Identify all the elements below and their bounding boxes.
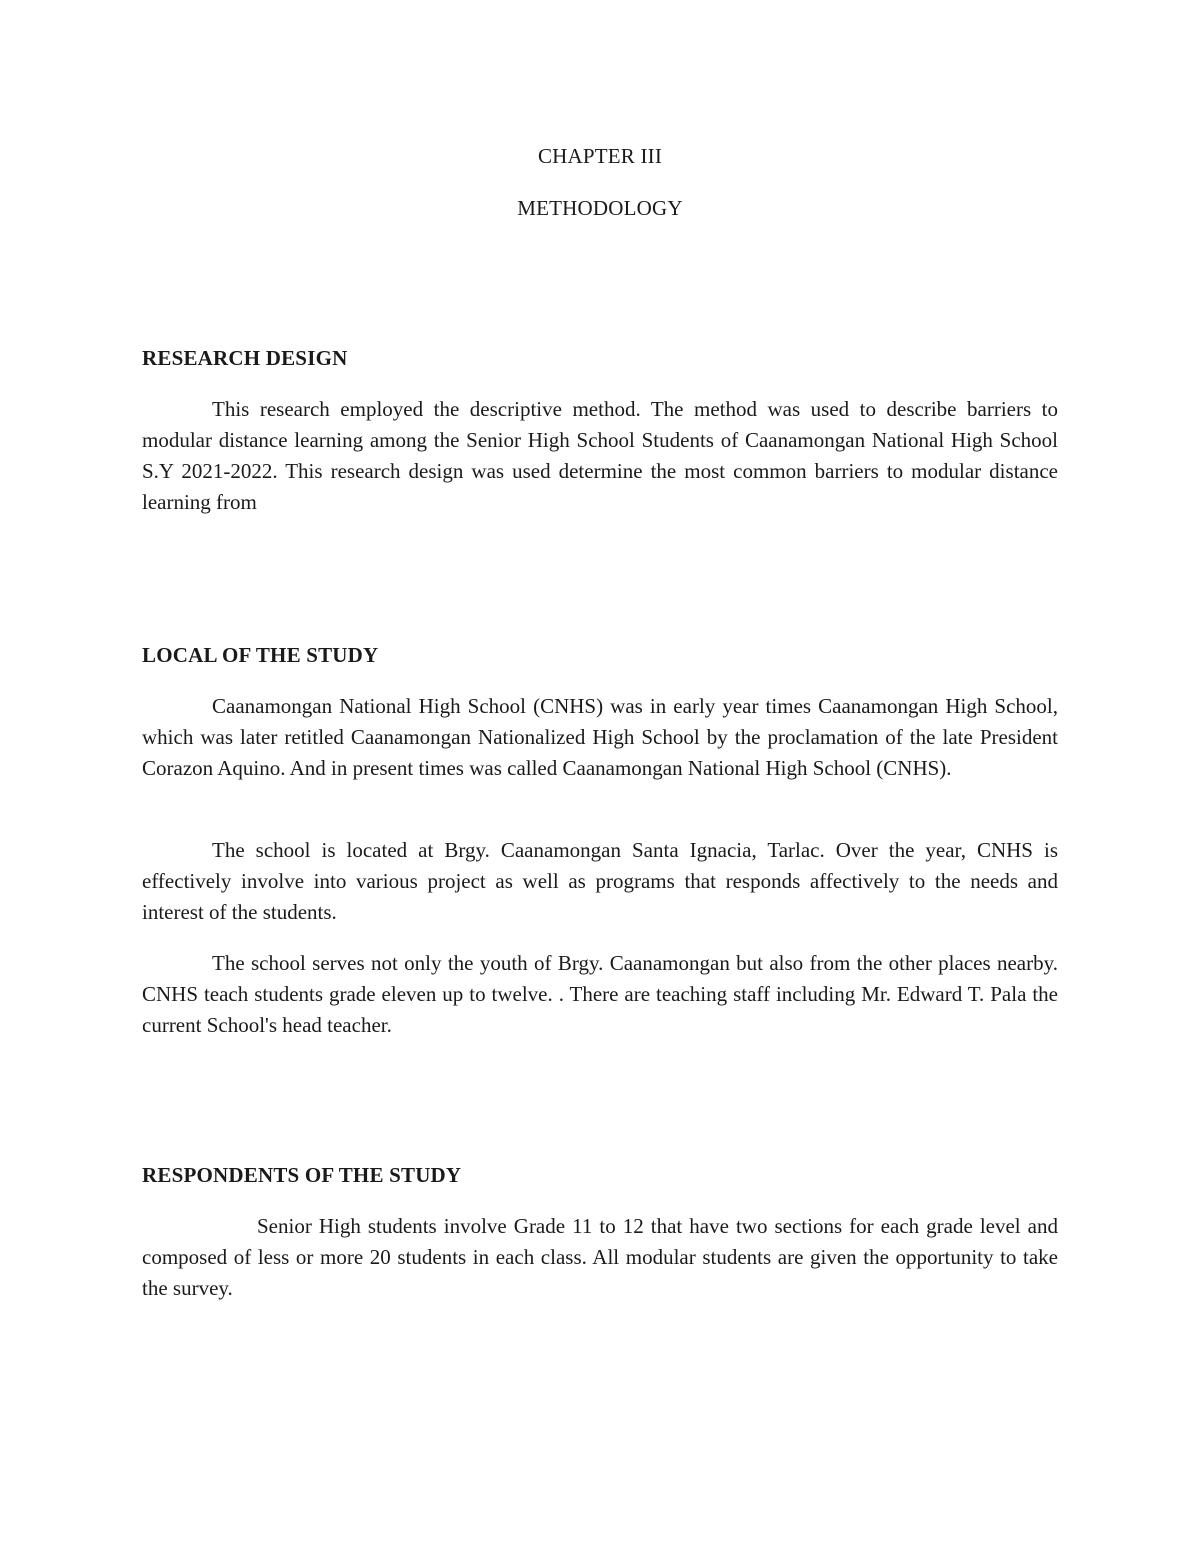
section-heading-respondents: RESPONDENTS OF THE STUDY — [142, 1163, 462, 1187]
section-heading-research-design: RESEARCH DESIGN — [142, 346, 348, 370]
paragraph-local-location: The school is located at Brgy. Caanamongan Santa Ignacia, Tarlac. Over the year, CNHS is effectively involve into various project as well as programs that responds affectively to the needs and interest of the students. — [142, 838, 1058, 924]
section-heading-local-of-study: LOCAL OF THE STUDY — [142, 643, 379, 667]
chapter-number: CHAPTER III — [537, 144, 663, 168]
chapter-title: METHODOLOGY — [517, 196, 683, 220]
paragraph-local-history: Caanamongan National High School (CNHS) was in early year times Caanamongan High School, which was later retitled Caanamongan Nationalized High School by the proclamation of the late President Corazon Aquino. And in present times was called Caanamongan National High School (CNHS). — [142, 694, 1058, 780]
paragraph-research-design: This research employed the descriptive method. The method was used to describe barriers to modular distance learning among the Senior High School Students of Caanamongan National High School S.Y 2021-2022. This research design was used determine the most common barriers to modular distance learning from — [142, 397, 1058, 514]
paragraph-respondents: Senior High students involve Grade 11 to 12 that have two sections for each grade level and composed of less or more 20 students in each class. All modular students are given the opportunity to take the survey. — [142, 1214, 1058, 1300]
paragraph-local-service: The school serves not only the youth of Brgy. Caanamongan but also from the other places nearby. CNHS teach students grade eleven up to twelve. . There are teaching staff including Mr. Edward T. Pala the current School's head teacher. — [142, 951, 1058, 1037]
